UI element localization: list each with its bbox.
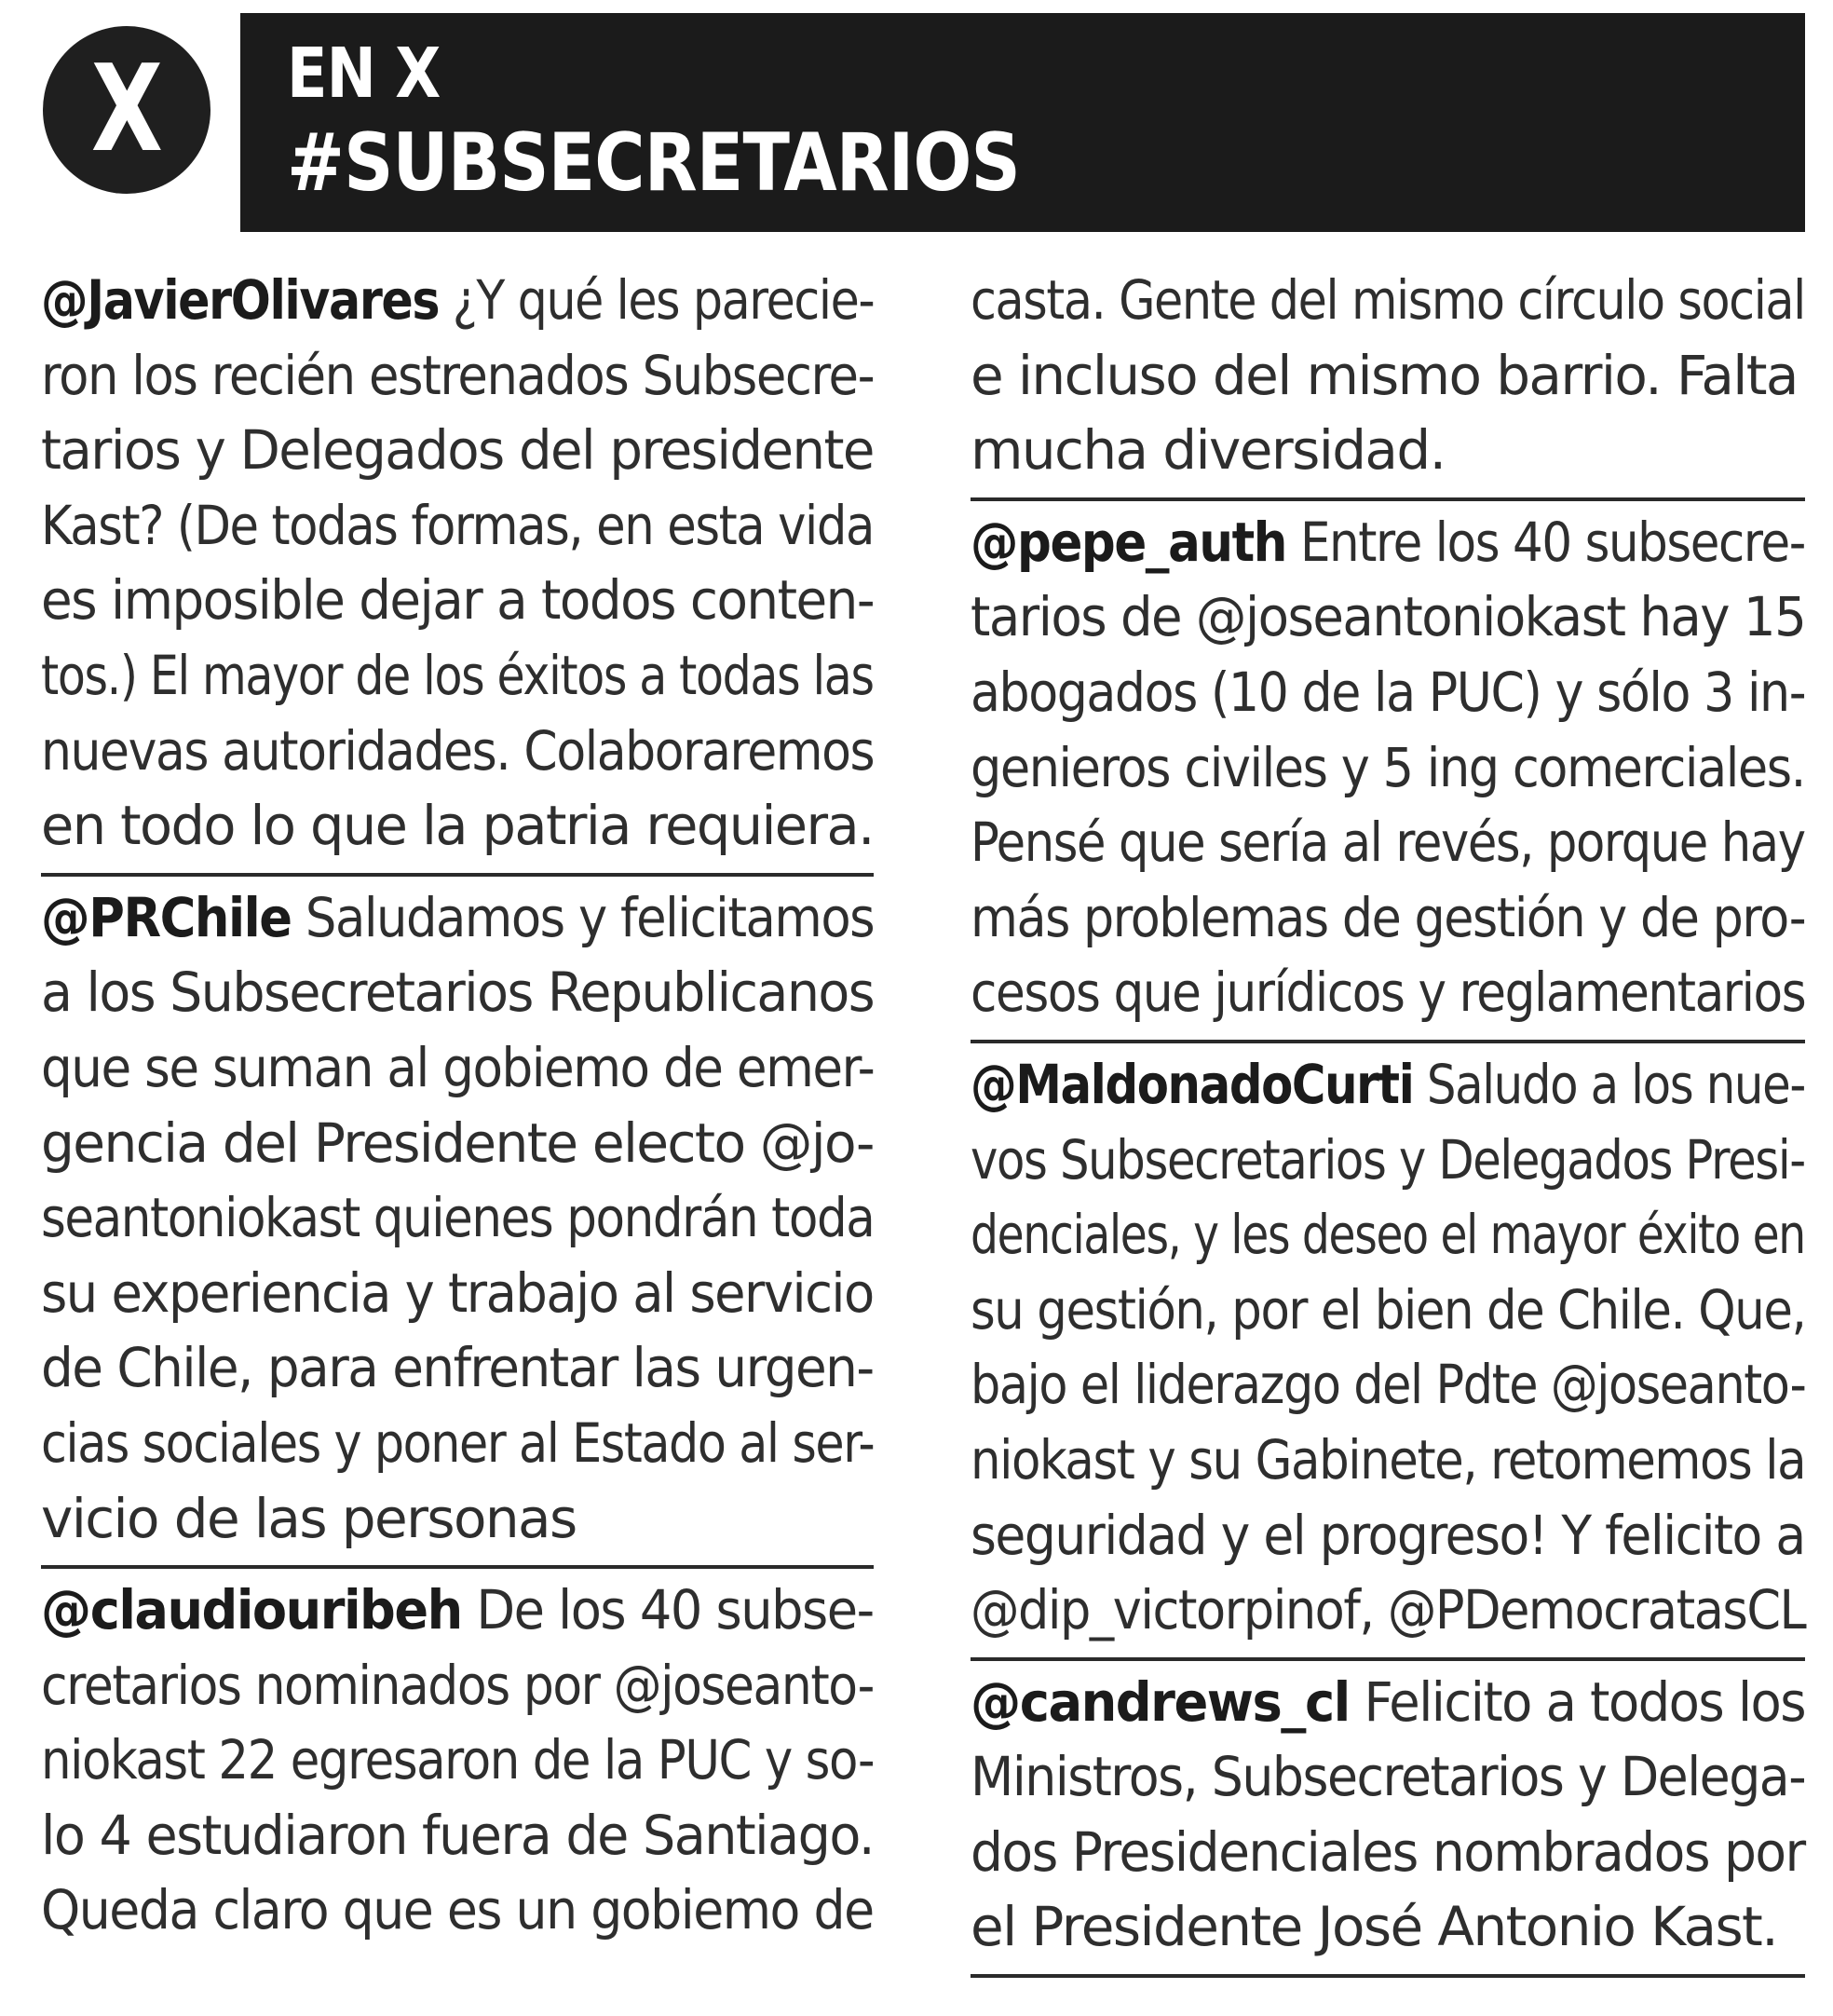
section-title-line-1: EN X [287, 34, 441, 114]
tweet-line: cretarios nominados por @joseanto- [41, 1653, 874, 1717]
tweet-line: el Presidente José Antonio Kast. [971, 1895, 1778, 1959]
tweet-prchile [41, 880, 874, 1569]
tweet-line: mucha diversidad. [971, 418, 1446, 483]
tweet-body [971, 1665, 1805, 1965]
tweet-line: e incluso del mismo barrio. Falta [971, 343, 1798, 407]
tweet-line: cesos que jurídicos y reglamentarios [971, 960, 1806, 1025]
divider-rule [41, 873, 874, 877]
right-column [971, 263, 1805, 1982]
tweet-line: niokast y su Gabinete, retomemos la [971, 1427, 1806, 1492]
divider-rule [971, 1974, 1805, 1978]
divider-rule [971, 497, 1805, 501]
tweet-claudiouribeh-continued [971, 263, 1805, 501]
tweet-body [971, 505, 1805, 1030]
tweet-body [41, 263, 874, 864]
tweet-handle: @claudiouribeh [41, 1578, 462, 1642]
tweet-line: @candrews_cl Felicito a todos los [971, 1669, 1806, 1734]
tweet-handle: @pepe_auth [971, 510, 1287, 574]
tweet-line: denciales, y les deseo el mayor éxito en [971, 1203, 1805, 1267]
tweet-line: en todo lo que la patria requiera. [41, 794, 874, 858]
tweet-line: más problemas de gestión y de pro- [971, 885, 1806, 949]
section-header [240, 13, 1805, 232]
tweet-handle: @MaldonadoCurti [971, 1052, 1414, 1116]
tweet-line: Ministros, Subsecretarios y Delega- [971, 1745, 1806, 1809]
tweet-line: @MaldonadoCurti Saludo a los nue- [971, 1052, 1805, 1116]
tweet-handle: @candrews_cl [971, 1669, 1350, 1734]
tweet-line: que se suman al gobiemo de emer- [41, 1035, 875, 1099]
tweet-line: ron los recién estrenados Subsecre- [41, 343, 875, 407]
tweet-handle: @PRChile [41, 885, 292, 949]
tweet-pepe-auth [971, 505, 1805, 1043]
tweet-line: niokast 22 egresaron de la PUC y so- [41, 1728, 875, 1792]
tweet-line: nuevas autoridades. Colaboraremos [41, 718, 875, 783]
tweet-line: tarios y Delegados del presidente [41, 418, 874, 483]
tweet-line: a los Subsecretarios Republicanos [41, 960, 875, 1025]
tweet-line: Pensé que sería al revés, porque hay [971, 810, 1805, 875]
divider-rule [971, 1657, 1805, 1661]
tweet-line: tarios de @joseantoniokast hay 15 [971, 585, 1806, 649]
tweet-body [41, 1573, 874, 1948]
tweet-line: @claudiouribeh De los 40 subse- [41, 1578, 874, 1642]
tweet-body [41, 880, 874, 1556]
tweet-line: es imposible dejar a todos conten- [41, 568, 875, 633]
tweet-line: tos.) El mayor de los éxitos a todas las [41, 643, 874, 707]
tweet-body [971, 263, 1805, 488]
tweet-line: genieros civiles y 5 ing comerciales. [971, 735, 1805, 799]
tweet-line: Kast? (De todas formas, en esta vida [41, 493, 874, 557]
tweet-line: seguridad y el progreso! Y felicito a [971, 1503, 1805, 1567]
tweet-line: vos Subsecretarios y Delegados Presi- [971, 1127, 1805, 1192]
tweet-line: vicio de las personas [41, 1486, 577, 1550]
x-logo-icon [43, 26, 210, 194]
tweet-line: bajo el liderazgo del Pdte @joseanto- [971, 1353, 1806, 1417]
tweet-line: @pepe_auth Entre los 40 subsecre- [971, 510, 1805, 574]
tweet-claudiouribeh [41, 1573, 874, 1948]
tweet-line: lo 4 estudiaron fuera de Santiago. [41, 1803, 874, 1867]
tweet-line: Queda claro que es un gobiemo de [41, 1878, 874, 1942]
divider-rule [971, 1040, 1805, 1043]
tweet-line: gencia del Presidente electo @jo- [41, 1110, 874, 1175]
tweet-line: @JavierOlivares ¿Y qué les parecie- [41, 268, 875, 332]
tweet-line: seantoniokast quienes pondrán toda [41, 1186, 875, 1250]
tweet-line: su gestión, por el bien de Chile. Que, [971, 1277, 1806, 1342]
section-title-line-2: #SUBSECRETARIOS [287, 116, 1020, 210]
tweet-body [971, 1047, 1805, 1648]
tweet-line: dos Presidenciales nombrados por [971, 1819, 1805, 1884]
left-column [41, 263, 874, 1948]
tweet-line: de Chile, para enfrentar las urgen- [41, 1336, 874, 1400]
tweet-line: cias sociales y poner al Estado al ser- [41, 1410, 875, 1475]
tweet-candrews-cl [971, 1665, 1805, 1978]
divider-rule [41, 1565, 874, 1569]
tweet-line: abogados (10 de la PUC) y sólo 3 in- [971, 660, 1806, 724]
tweet-handle: @JavierOlivares [41, 268, 440, 332]
tweet-maldonadocurti [971, 1047, 1805, 1661]
tweet-line: @PRChile Saludamos y felicitamos [41, 885, 875, 949]
tweet-line: su experiencia y trabajo al servicio [41, 1260, 874, 1325]
logo-letter: X [90, 40, 163, 179]
tweet-line: @dip_victorpinof, @PDemocratasCL [971, 1578, 1806, 1642]
tweet-line: casta. Gente del mismo círculo social [971, 268, 1805, 332]
tweet-javierolivares [41, 263, 874, 877]
